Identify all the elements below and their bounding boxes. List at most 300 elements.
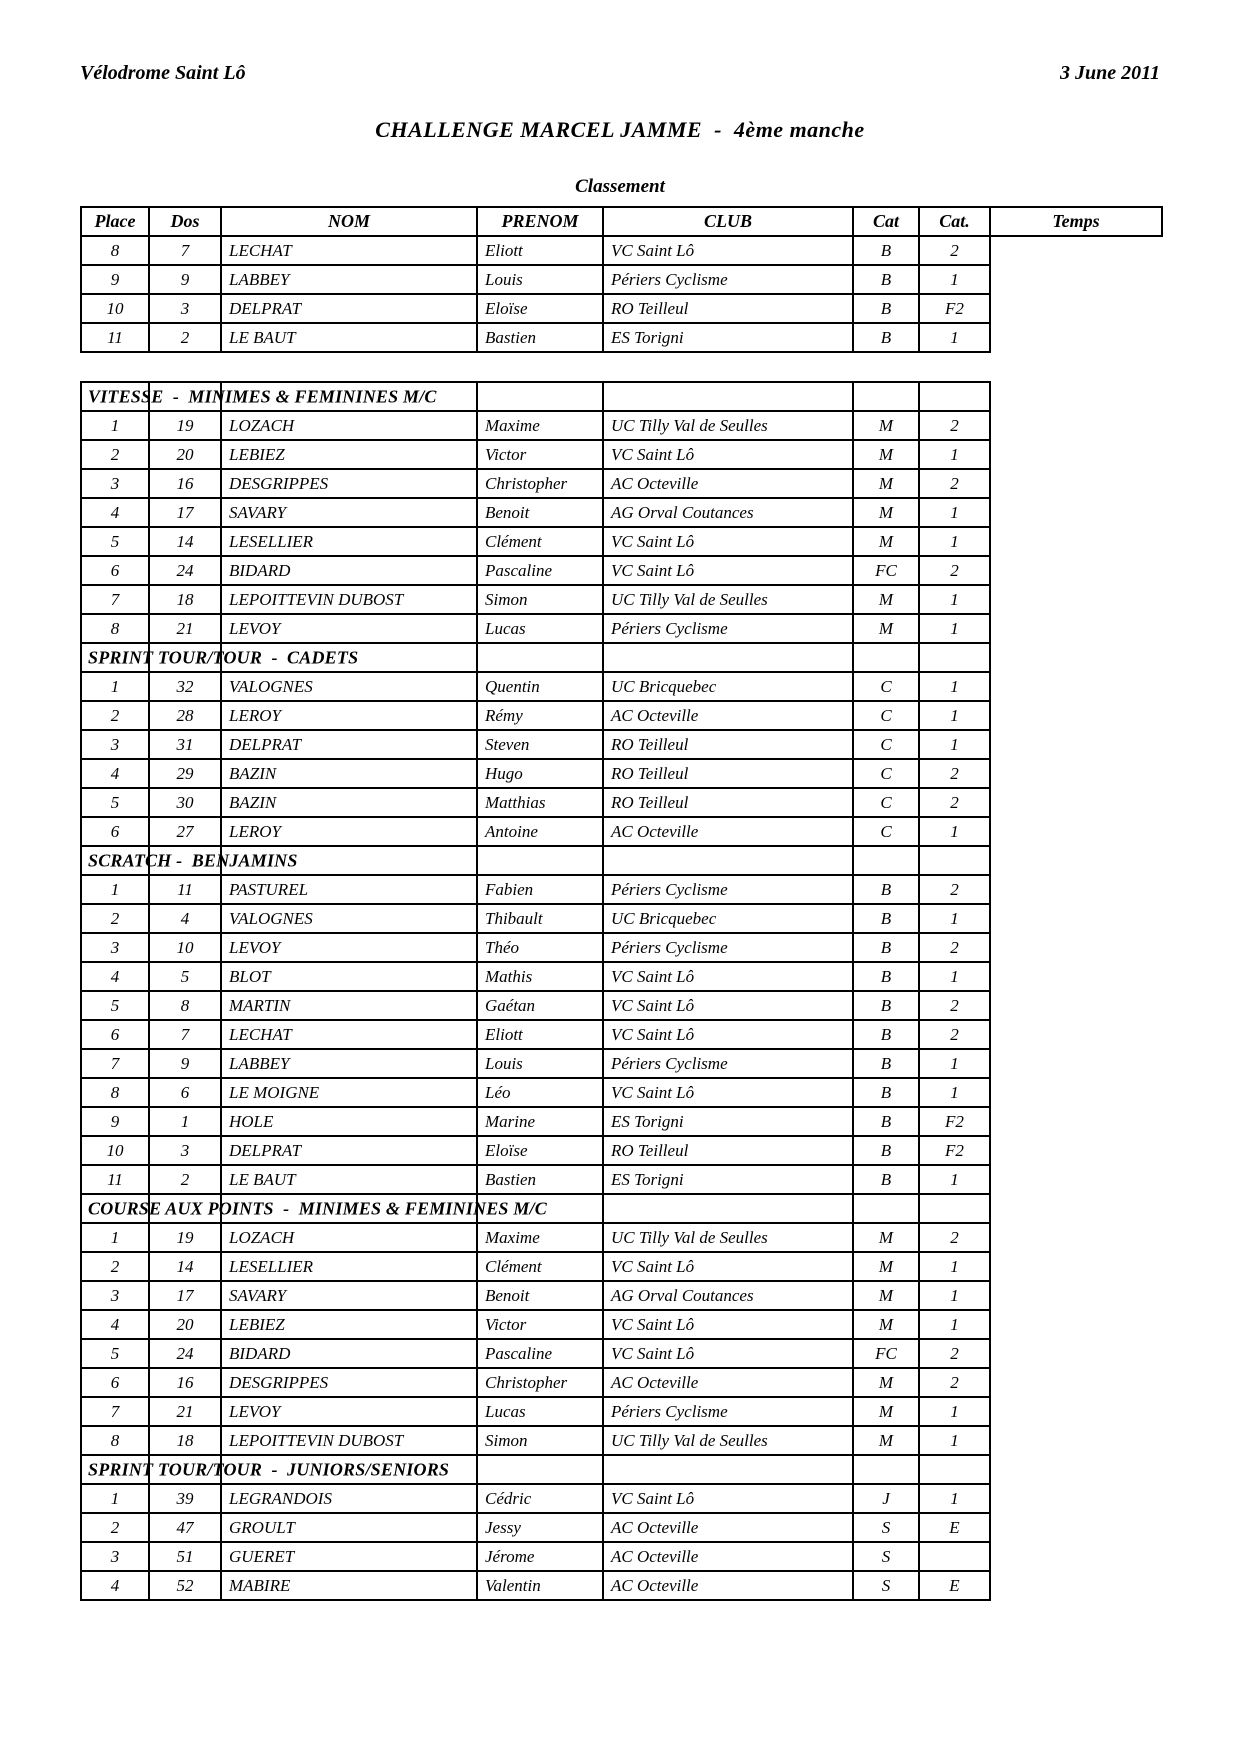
cell-nom: LOZACH	[221, 411, 477, 440]
cell-place: 4	[81, 1310, 149, 1339]
cell-place: 3	[81, 730, 149, 759]
section-header-row	[81, 1194, 990, 1223]
cell-place: 3	[81, 933, 149, 962]
cell-place: 3	[81, 1542, 149, 1571]
cell-dos: 7	[149, 1020, 221, 1049]
cell-prenom: Mathis	[477, 962, 603, 991]
cell-place: 7	[81, 1397, 149, 1426]
cell-club: Périers Cyclisme	[603, 614, 853, 643]
cell-place: 2	[81, 904, 149, 933]
section-empty-cell	[603, 643, 853, 672]
table-row	[81, 1165, 990, 1194]
cell-club: RO Teilleul	[603, 730, 853, 759]
cell-cat: B	[853, 1020, 919, 1049]
cell-cat: M	[853, 614, 919, 643]
cell-prenom: Bastien	[477, 1165, 603, 1194]
cell-place: 10	[81, 1136, 149, 1165]
cell-place: 7	[81, 585, 149, 614]
cell-cat: FC	[853, 1339, 919, 1368]
cell-dos: 32	[149, 672, 221, 701]
cell-place: 10	[81, 294, 149, 323]
cell-nom: BAZIN	[221, 759, 477, 788]
cell-club: UC Tilly Val de Seulles	[603, 411, 853, 440]
cell-temps	[990, 323, 1162, 352]
cell-place: 6	[81, 817, 149, 846]
cell-dos: 24	[149, 556, 221, 585]
cell-dos: 21	[149, 1397, 221, 1426]
cell-nom: VALOGNES	[221, 672, 477, 701]
sections-table	[80, 381, 991, 1601]
table-row	[81, 614, 990, 643]
cell-prenom: Christopher	[477, 469, 603, 498]
cell-prenom: Maxime	[477, 411, 603, 440]
cell-club: AC Octeville	[603, 1571, 853, 1600]
doc-header	[80, 0, 1160, 85]
col-header-dos: Dos	[149, 207, 221, 236]
cell-nom: LEPOITTEVIN DUBOST	[221, 1426, 477, 1455]
section-header-row	[81, 382, 990, 411]
cell-dos: 28	[149, 701, 221, 730]
cell-dos: 9	[149, 1049, 221, 1078]
cell-cat2: 1	[919, 817, 990, 846]
doc-title: CHALLENGE MARCEL JAMME - 4ème manche	[375, 117, 865, 142]
cell-cat2: 1	[919, 672, 990, 701]
col-header-cat: Cat	[853, 207, 919, 236]
cell-dos: 16	[149, 469, 221, 498]
cell-place: 8	[81, 1426, 149, 1455]
section-title-cell	[81, 846, 298, 875]
cell-nom: DELPRAT	[221, 294, 477, 323]
cell-dos: 9	[149, 265, 221, 294]
section-empty-cell	[477, 382, 603, 411]
table-row	[81, 1542, 990, 1571]
cell-dos: 39	[149, 1484, 221, 1513]
cell-club: UC Bricquebec	[603, 672, 853, 701]
cell-cat: M	[853, 411, 919, 440]
table-row	[81, 323, 1162, 352]
doc-header-left: Vélodrome Saint Lô	[80, 62, 246, 84]
cell-prenom: Steven	[477, 730, 603, 759]
cell-prenom: Bastien	[477, 323, 603, 352]
cell-cat2: F2	[919, 294, 990, 323]
cell-cat: B	[853, 962, 919, 991]
cell-club: UC Tilly Val de Seulles	[603, 1223, 853, 1252]
table-row	[81, 759, 990, 788]
cell-nom: LOZACH	[221, 1223, 477, 1252]
cell-place: 4	[81, 759, 149, 788]
table-row	[81, 440, 990, 469]
cell-dos: 17	[149, 498, 221, 527]
cell-club: Périers Cyclisme	[603, 933, 853, 962]
cell-club: VC Saint Lô	[603, 1020, 853, 1049]
cell-prenom: Léo	[477, 1078, 603, 1107]
cell-dos: 8	[149, 991, 221, 1020]
cell-cat2: 2	[919, 1020, 990, 1049]
table-row	[81, 672, 990, 701]
section-title-cell	[81, 1455, 450, 1484]
cell-prenom: Simon	[477, 1426, 603, 1455]
cell-place: 1	[81, 875, 149, 904]
cell-cat2: E	[919, 1513, 990, 1542]
cell-prenom: Eloïse	[477, 1136, 603, 1165]
cell-cat: B	[853, 1078, 919, 1107]
section-empty-cell	[603, 846, 853, 875]
cell-dos: 17	[149, 1281, 221, 1310]
cell-club: RO Teilleul	[603, 294, 853, 323]
cell-place: 1	[81, 1223, 149, 1252]
cell-club: VC Saint Lô	[603, 236, 853, 265]
cell-nom: LE BAUT	[221, 323, 477, 352]
cell-dos: 24	[149, 1339, 221, 1368]
cell-dos: 16	[149, 1368, 221, 1397]
cell-prenom: Victor	[477, 440, 603, 469]
cell-nom: DELPRAT	[221, 730, 477, 759]
cell-nom: LECHAT	[221, 1020, 477, 1049]
cell-cat2: 1	[919, 1252, 990, 1281]
cell-nom: BIDARD	[221, 556, 477, 585]
doc-subtitle: Classement	[575, 176, 665, 197]
cell-cat2: 1	[919, 1281, 990, 1310]
cell-nom: LEVOY	[221, 614, 477, 643]
section-empty-cell	[853, 1455, 919, 1484]
cell-cat: M	[853, 1397, 919, 1426]
table-row	[81, 469, 990, 498]
section-title-cell	[81, 382, 437, 411]
cell-dos: 51	[149, 1542, 221, 1571]
section-title-cell	[81, 643, 359, 672]
cell-cat2: 1	[919, 323, 990, 352]
cell-temps	[990, 236, 1162, 265]
cell-dos: 3	[149, 294, 221, 323]
cell-cat2: 1	[919, 701, 990, 730]
cell-nom: LEBIEZ	[221, 1310, 477, 1339]
cell-club: VC Saint Lô	[603, 991, 853, 1020]
cell-cat2: 1	[919, 527, 990, 556]
cell-prenom: Pascaline	[477, 556, 603, 585]
table-row	[81, 701, 990, 730]
cell-prenom: Gaétan	[477, 991, 603, 1020]
cell-place: 11	[81, 1165, 149, 1194]
cell-dos: 47	[149, 1513, 221, 1542]
cell-place: 8	[81, 236, 149, 265]
cell-cat: M	[853, 1223, 919, 1252]
cell-cat2: 2	[919, 991, 990, 1020]
cell-place: 8	[81, 614, 149, 643]
table-row	[81, 556, 990, 585]
cell-cat: B	[853, 1165, 919, 1194]
cell-dos: 19	[149, 1223, 221, 1252]
cell-cat2: E	[919, 1571, 990, 1600]
cell-place: 5	[81, 991, 149, 1020]
table-row	[81, 236, 1162, 265]
cell-nom: LEPOITTEVIN DUBOST	[221, 585, 477, 614]
section-empty-cell	[919, 846, 990, 875]
section-empty-cell	[477, 1455, 603, 1484]
section-empty-cell	[919, 382, 990, 411]
section-empty-cell	[477, 643, 603, 672]
cell-place: 1	[81, 672, 149, 701]
cell-cat2: 1	[919, 1165, 990, 1194]
cell-cat: B	[853, 323, 919, 352]
section-empty-cell	[603, 382, 853, 411]
cell-dos: 31	[149, 730, 221, 759]
table-row	[81, 1107, 990, 1136]
cell-cat2: 2	[919, 469, 990, 498]
cell-club: RO Teilleul	[603, 1136, 853, 1165]
cell-cat2: 2	[919, 1368, 990, 1397]
cell-club: AC Octeville	[603, 701, 853, 730]
cell-place: 5	[81, 1339, 149, 1368]
cell-place: 4	[81, 498, 149, 527]
cell-club: Périers Cyclisme	[603, 875, 853, 904]
cell-nom: LEROY	[221, 701, 477, 730]
cell-cat: C	[853, 672, 919, 701]
cell-cat2: 1	[919, 614, 990, 643]
cell-prenom: Eliott	[477, 1020, 603, 1049]
cell-prenom: Clément	[477, 527, 603, 556]
cell-nom: DESGRIPPES	[221, 469, 477, 498]
table-row	[81, 265, 1162, 294]
cell-club: VC Saint Lô	[603, 1252, 853, 1281]
cell-club: VC Saint Lô	[603, 440, 853, 469]
cell-dos: 20	[149, 440, 221, 469]
cell-dos: 14	[149, 1252, 221, 1281]
cell-place: 2	[81, 440, 149, 469]
cell-cat2: 1	[919, 1310, 990, 1339]
table-row	[81, 730, 990, 759]
cell-nom: HOLE	[221, 1107, 477, 1136]
col-header-place: Place	[81, 207, 149, 236]
cell-nom: GROULT	[221, 1513, 477, 1542]
table-row	[81, 1571, 990, 1600]
table-row	[81, 1223, 990, 1252]
cell-cat: B	[853, 294, 919, 323]
cell-prenom: Louis	[477, 1049, 603, 1078]
cell-place: 2	[81, 1252, 149, 1281]
cell-dos: 10	[149, 933, 221, 962]
cell-cat2: 2	[919, 556, 990, 585]
cell-club: AG Orval Coutances	[603, 1281, 853, 1310]
cell-prenom: Rémy	[477, 701, 603, 730]
cell-nom: GUERET	[221, 1542, 477, 1571]
cell-cat2: F2	[919, 1107, 990, 1136]
cell-nom: LEVOY	[221, 1397, 477, 1426]
cell-cat: B	[853, 1049, 919, 1078]
cell-dos: 20	[149, 1310, 221, 1339]
cell-cat: M	[853, 1310, 919, 1339]
cell-place: 1	[81, 411, 149, 440]
cell-place: 4	[81, 1571, 149, 1600]
cell-cat2: 1	[919, 1397, 990, 1426]
table-row	[81, 904, 990, 933]
cell-cat: M	[853, 440, 919, 469]
cell-prenom: Antoine	[477, 817, 603, 846]
table-row	[81, 1136, 990, 1165]
section-title: COURSE AUX POINTS - MINIMES & FEMININES M/C	[88, 1198, 547, 1218]
cell-dos: 21	[149, 614, 221, 643]
cell-cat: B	[853, 875, 919, 904]
table-row	[81, 817, 990, 846]
cell-nom: LESELLIER	[221, 1252, 477, 1281]
cell-dos: 18	[149, 1426, 221, 1455]
cell-dos: 18	[149, 585, 221, 614]
cell-place: 9	[81, 265, 149, 294]
cell-club: VC Saint Lô	[603, 556, 853, 585]
cell-cat2: 1	[919, 585, 990, 614]
col-header-prenom: PRENOM	[477, 207, 603, 236]
section-empty-cell	[919, 1455, 990, 1484]
cell-cat: M	[853, 585, 919, 614]
cell-cat: S	[853, 1513, 919, 1542]
table-row	[81, 933, 990, 962]
cell-prenom: Pascaline	[477, 1339, 603, 1368]
cell-cat2: 1	[919, 904, 990, 933]
cell-place: 2	[81, 701, 149, 730]
cell-nom: BAZIN	[221, 788, 477, 817]
table-row	[81, 1339, 990, 1368]
cell-nom: PASTUREL	[221, 875, 477, 904]
cell-place: 1	[81, 1484, 149, 1513]
cell-prenom: Théo	[477, 933, 603, 962]
table-row	[81, 1020, 990, 1049]
section-empty-cell	[853, 382, 919, 411]
cell-cat: M	[853, 1252, 919, 1281]
table-row	[81, 1281, 990, 1310]
cell-cat: M	[853, 498, 919, 527]
cell-cat: M	[853, 1426, 919, 1455]
cell-club: VC Saint Lô	[603, 1339, 853, 1368]
cell-place: 2	[81, 1513, 149, 1542]
table-row	[81, 1426, 990, 1455]
cell-cat: C	[853, 817, 919, 846]
cell-prenom: Louis	[477, 265, 603, 294]
cell-dos: 5	[149, 962, 221, 991]
cell-prenom: Lucas	[477, 1397, 603, 1426]
cell-nom: LABBEY	[221, 1049, 477, 1078]
cell-cat: FC	[853, 556, 919, 585]
col-header-nom: NOM	[221, 207, 477, 236]
cell-cat: B	[853, 1107, 919, 1136]
cell-prenom: Jessy	[477, 1513, 603, 1542]
cell-nom: LEBIEZ	[221, 440, 477, 469]
table-row	[81, 1049, 990, 1078]
cell-prenom: Matthias	[477, 788, 603, 817]
cell-prenom: Clément	[477, 1252, 603, 1281]
cell-place: 6	[81, 556, 149, 585]
cell-dos: 29	[149, 759, 221, 788]
cell-cat2: 1	[919, 730, 990, 759]
table-row	[81, 1368, 990, 1397]
cell-club: AC Octeville	[603, 1368, 853, 1397]
cell-prenom: Lucas	[477, 614, 603, 643]
table-row	[81, 1078, 990, 1107]
cell-club: ES Torigni	[603, 1107, 853, 1136]
classement-table	[80, 206, 1163, 353]
cell-club: UC Bricquebec	[603, 904, 853, 933]
cell-cat2: 1	[919, 962, 990, 991]
section-title: VITESSE - MINIMES & FEMININES M/C	[88, 386, 437, 406]
cell-club: Périers Cyclisme	[603, 265, 853, 294]
table-row	[81, 991, 990, 1020]
cell-place: 6	[81, 1368, 149, 1397]
cell-cat2: 2	[919, 411, 990, 440]
cell-place: 7	[81, 1049, 149, 1078]
cell-cat: M	[853, 527, 919, 556]
cell-prenom: Christopher	[477, 1368, 603, 1397]
cell-place: 3	[81, 1281, 149, 1310]
cell-club: RO Teilleul	[603, 788, 853, 817]
cell-nom: DELPRAT	[221, 1136, 477, 1165]
cell-nom: LESELLIER	[221, 527, 477, 556]
cell-club: Périers Cyclisme	[603, 1049, 853, 1078]
section-empty-cell	[853, 1194, 919, 1223]
cell-nom: LECHAT	[221, 236, 477, 265]
cell-cat2: 1	[919, 1484, 990, 1513]
cell-nom: LEGRANDOIS	[221, 1484, 477, 1513]
page-content	[80, 0, 1160, 1601]
cell-cat2: 1	[919, 265, 990, 294]
cell-cat2: 1	[919, 498, 990, 527]
cell-nom: BLOT	[221, 962, 477, 991]
cell-club: VC Saint Lô	[603, 1484, 853, 1513]
section-empty-cell	[853, 846, 919, 875]
cell-prenom: Hugo	[477, 759, 603, 788]
cell-cat: C	[853, 788, 919, 817]
cell-cat2: 2	[919, 875, 990, 904]
cell-cat2: 1	[919, 1426, 990, 1455]
section-header-row	[81, 643, 990, 672]
cell-prenom: Benoit	[477, 498, 603, 527]
cell-club: VC Saint Lô	[603, 1078, 853, 1107]
cell-cat: J	[853, 1484, 919, 1513]
table-row	[81, 498, 990, 527]
cell-cat: C	[853, 759, 919, 788]
cell-cat: B	[853, 265, 919, 294]
cell-club: AC Octeville	[603, 817, 853, 846]
cell-place: 4	[81, 962, 149, 991]
cell-cat: C	[853, 730, 919, 759]
cell-nom: DESGRIPPES	[221, 1368, 477, 1397]
cell-prenom: Eliott	[477, 236, 603, 265]
cell-cat2: 2	[919, 759, 990, 788]
cell-prenom: Thibault	[477, 904, 603, 933]
cell-club: UC Tilly Val de Seulles	[603, 585, 853, 614]
table-row	[81, 411, 990, 440]
section-title: SCRATCH - BENJAMINS	[88, 850, 298, 870]
cell-nom: MARTIN	[221, 991, 477, 1020]
cell-cat: M	[853, 1281, 919, 1310]
cell-prenom: Cédric	[477, 1484, 603, 1513]
cell-cat: B	[853, 236, 919, 265]
cell-place: 3	[81, 469, 149, 498]
cell-prenom: Simon	[477, 585, 603, 614]
cell-prenom: Fabien	[477, 875, 603, 904]
cell-cat2: 1	[919, 1049, 990, 1078]
cell-nom: MABIRE	[221, 1571, 477, 1600]
col-header-club: CLUB	[603, 207, 853, 236]
col-header-cat2: Cat.	[919, 207, 990, 236]
col-header-temps: Temps	[990, 207, 1162, 236]
table-row	[81, 788, 990, 817]
cell-nom: BIDARD	[221, 1339, 477, 1368]
table-row	[81, 1252, 990, 1281]
cell-place: 11	[81, 323, 149, 352]
cell-dos: 27	[149, 817, 221, 846]
cell-dos: 30	[149, 788, 221, 817]
cell-dos: 6	[149, 1078, 221, 1107]
cell-club: AC Octeville	[603, 1542, 853, 1571]
cell-cat2: 2	[919, 788, 990, 817]
